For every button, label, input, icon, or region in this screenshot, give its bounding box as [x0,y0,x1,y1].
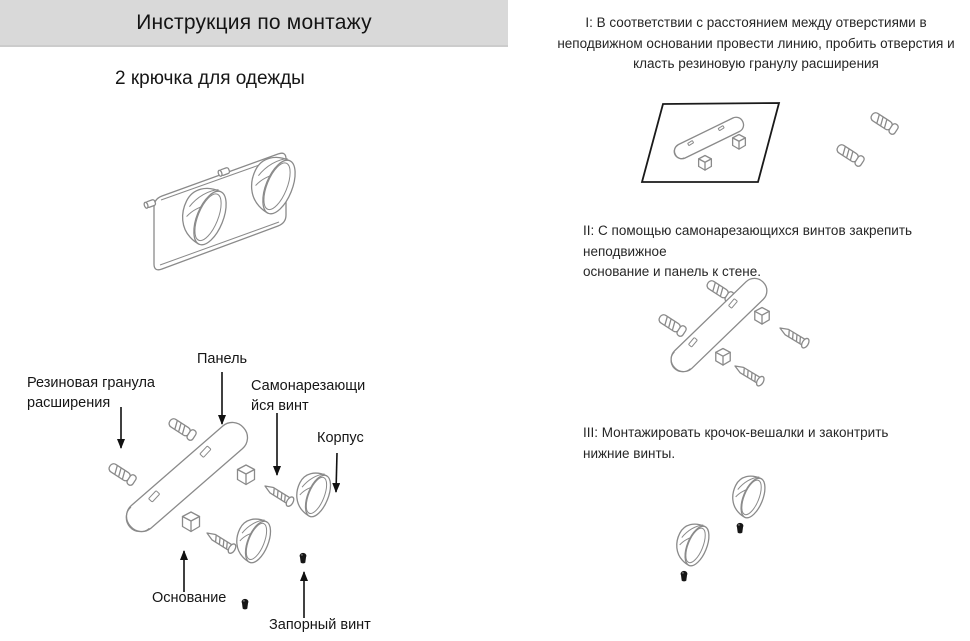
hook-body-part [237,518,276,566]
locking-screw-part [300,553,307,564]
part-label-base [152,589,226,609]
step-2-line: основание и панель к стене. [583,264,761,279]
hook-body-part [297,472,336,520]
base-nut-part [733,135,746,150]
self-tapping-screw-part [204,529,237,555]
step-1-line: неподвижном основании провести линию, пробить отверстия и [557,35,955,51]
step-2-text [583,221,963,283]
part-label-text: Самонарезающи [251,378,366,394]
hook-body-part [733,475,770,521]
product-subtitle: 2 крючка для одежды [115,68,305,89]
expansion-anchor-part [167,416,197,441]
part-label-text: йся винт [251,397,309,414]
self-tapping-screw-part [262,482,295,508]
assembled-product-drawing [133,123,348,298]
expansion-anchor-part [869,110,899,135]
part-label-text: Панель [197,351,248,367]
part-label-text: Запорный винт [269,617,371,633]
part-label-lock-screw [269,616,371,636]
locking-screw-part [242,599,249,610]
base-nut-part [238,465,255,485]
expansion-anchor-part [107,461,137,486]
arrow-to-hook [336,453,337,492]
step-3-text [583,423,923,464]
hook-body-part [677,523,714,569]
part-label-text: Корпус [317,430,364,446]
base-nut-part [183,512,200,532]
base-nut-part [755,308,769,325]
part-label-panel [197,350,247,370]
self-tapping-screw-part [732,362,765,388]
part-label-anchor [27,374,155,413]
step-3-line: нижние винты. [583,445,676,461]
self-tapping-screw-part [777,324,810,350]
expansion-anchor-part [657,312,687,337]
step-1-line: I: В соответствии с расстоянием между отверстиями в [585,15,927,30]
base-nut-part [716,349,730,366]
step-1-line: класть резиновую гранулу расширения [633,56,879,71]
locking-screw-part [681,571,688,582]
header-bar [0,0,508,47]
base-nut-part [699,156,712,171]
part-label-screw [251,377,365,416]
part-label-text: Основание [152,590,227,606]
step-3-illustration [640,460,880,640]
step-2-line: II: С помощью самонарезающихся винтов закрепить неподвижное [583,223,913,259]
part-label-text: Резиновая гранула [27,375,155,391]
expansion-anchor-part [835,142,865,167]
part-label-hook [317,429,364,449]
step-2-illustration [620,275,910,410]
page-title: Инструкция по монтажу [136,10,372,34]
step-1-illustration [620,85,910,205]
step-3-line: III: Монтажировать крочок-вешалки и законтрить [583,425,889,440]
step-1-text [548,13,964,75]
part-label-text: расширения [27,394,111,411]
locking-screw-part [737,523,744,534]
